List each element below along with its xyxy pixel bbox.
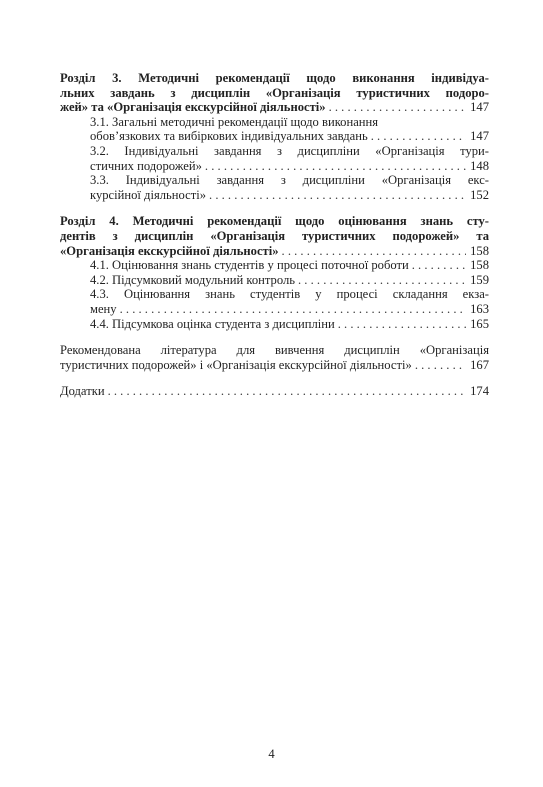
toc-item-3-2-line-1 xyxy=(60,144,489,159)
toc-item-3-3-line-2 xyxy=(60,188,489,203)
toc-page-number: 147 xyxy=(470,129,489,144)
toc-text: 4.4. Підсумкова оцінка студента з дисципліни xyxy=(90,316,335,331)
leader-dots xyxy=(329,100,466,115)
spacer xyxy=(60,372,489,384)
toc-text: Рекомендована література для вивчення дисциплін «Організація xyxy=(60,343,489,358)
toc-section-4-title-line-3 xyxy=(60,244,489,259)
toc-text: Додатки xyxy=(60,384,105,399)
leader-dots xyxy=(298,273,466,288)
toc-text: 4.1. Оцінювання знань студентів у процесі поточної роботи xyxy=(90,258,409,273)
toc-page-number: 147 xyxy=(470,100,489,115)
toc-item-4-4 xyxy=(60,317,489,332)
toc-appendix-line xyxy=(60,384,489,399)
toc-text: жей» та «Організація екскурсійної діяльності» xyxy=(60,100,326,115)
leader-dots xyxy=(108,384,466,399)
page-number: 4 xyxy=(268,747,275,761)
leader-dots xyxy=(338,317,466,332)
toc-text: 3.1. Загальні методичні рекомендації щодо виконання xyxy=(90,114,379,129)
toc-section-3 xyxy=(60,71,489,202)
toc-page-number: 158 xyxy=(470,243,489,258)
toc-appendix xyxy=(60,384,489,399)
toc-literature-line-1 xyxy=(60,343,489,358)
spacer xyxy=(60,331,489,343)
toc-text: обов’язкових та вибіркових індивідуальних завдань xyxy=(90,129,368,144)
toc-text: Розділ 4. Методичні рекомендації щодо оцінювання знань сту- xyxy=(60,214,489,229)
toc-page-number: 165 xyxy=(470,316,489,331)
toc-item-4-3-line-1 xyxy=(60,287,489,302)
toc-section-3-title-line-1 xyxy=(60,71,489,86)
toc-section-4-title-line-1 xyxy=(60,214,489,229)
toc-literature-line-2 xyxy=(60,358,489,373)
toc-page-number: 163 xyxy=(470,301,489,316)
toc-page-number: 152 xyxy=(470,187,489,202)
toc-text: Розділ 3. Методичні рекомендації щодо виконання індивідуа- xyxy=(60,71,489,85)
toc-item-3-1-line-2 xyxy=(60,129,489,144)
toc-text: курсійної діяльності» xyxy=(90,187,207,202)
toc-text: туристичних подорожей» і «Організація екскурсійної діяльності» xyxy=(60,357,412,372)
toc-item-3-2-line-2 xyxy=(60,159,489,174)
toc-section-4-title-line-2 xyxy=(60,229,489,244)
toc-text: 3.2. Індивідуальні завдання з дисципліни «Організація тури- xyxy=(90,143,489,158)
table-of-contents xyxy=(60,71,489,399)
toc-page-number: 167 xyxy=(470,357,489,372)
toc-page-number: 174 xyxy=(470,384,489,399)
leader-dots xyxy=(120,302,466,317)
leader-dots xyxy=(415,358,466,373)
toc-text: 4.2. Підсумковий модульний контроль xyxy=(90,272,295,287)
toc-item-4-1 xyxy=(60,258,489,273)
toc-section-4 xyxy=(60,214,489,331)
toc-text: мену xyxy=(90,301,117,316)
spacer xyxy=(60,202,489,214)
toc-item-3-3-line-1 xyxy=(60,173,489,188)
toc-item-4-2 xyxy=(60,273,489,288)
toc-item-3-1-line-1 xyxy=(60,115,489,130)
leader-dots xyxy=(282,244,466,259)
toc-text: дентів з дисциплін «Організація туристичних подорожей» та xyxy=(60,228,489,243)
toc-text: льних завдань з дисциплін «Організація туристичних подоро- xyxy=(60,85,489,100)
toc-text: 3.3. Індивідуальні завдання з дисципліни «Організація екс- xyxy=(90,173,489,188)
toc-text: стичних подорожей» xyxy=(90,158,202,173)
toc-page-number: 159 xyxy=(470,272,489,287)
leader-dots xyxy=(205,159,466,174)
toc-literature xyxy=(60,343,489,372)
toc-page-number: 148 xyxy=(470,158,489,173)
leader-dots xyxy=(412,258,466,273)
toc-item-4-3-line-2 xyxy=(60,302,489,317)
toc-page-number: 158 xyxy=(470,258,489,273)
toc-text: 4.3. Оцінювання знань студентів у процесі складання екза- xyxy=(90,287,489,302)
toc-text: «Організація екскурсійної діяльності» xyxy=(60,243,279,258)
toc-section-3-title-line-3 xyxy=(60,100,489,115)
leader-dots xyxy=(209,188,466,203)
leader-dots xyxy=(371,129,466,144)
toc-section-3-title-line-2 xyxy=(60,86,489,101)
